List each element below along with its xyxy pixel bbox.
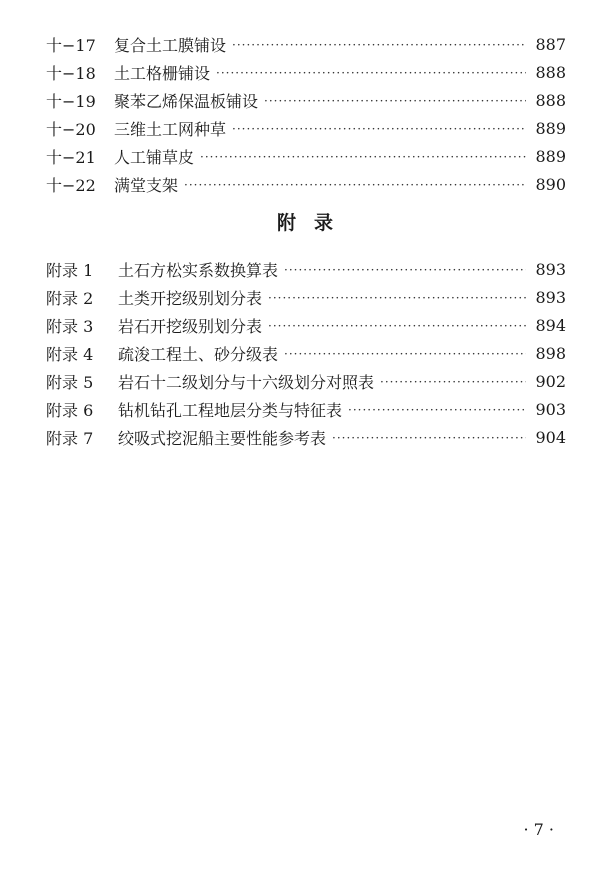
entry-page: 894 xyxy=(535,315,566,335)
entry-number: 附录 5 xyxy=(46,372,94,392)
entry-number: 十−21 xyxy=(46,147,96,167)
entry-title: 绞吸式挖泥船主要性能参考表 xyxy=(118,428,327,448)
entry-page: 889 xyxy=(535,146,566,166)
dot-leader xyxy=(348,401,526,421)
dot-leader xyxy=(184,176,526,196)
entry-number: 十−19 xyxy=(46,91,96,111)
entry-title: 岩石开挖级别划分表 xyxy=(118,316,263,336)
entry-page: 890 xyxy=(535,174,566,194)
toc-entry xyxy=(46,367,566,395)
toc-entry xyxy=(46,170,566,198)
entry-number: 十−17 xyxy=(46,35,96,55)
entry-page: 893 xyxy=(535,259,566,279)
entry-title: 满堂支架 xyxy=(114,175,179,195)
dot-leader xyxy=(332,429,526,449)
entry-title: 钻机钻孔工程地层分类与特征表 xyxy=(118,400,343,420)
entry-page: 893 xyxy=(535,287,566,307)
entry-page: 902 xyxy=(535,371,566,391)
dot-leader xyxy=(380,373,526,393)
dot-leader xyxy=(268,289,526,309)
dot-leader xyxy=(200,148,526,168)
dot-leader xyxy=(264,92,526,112)
entry-title: 复合土工膜铺设 xyxy=(114,35,227,55)
entry-title: 土工格栅铺设 xyxy=(114,63,211,83)
appendix-heading: 附录 xyxy=(276,212,351,234)
entry-page: 888 xyxy=(535,90,566,110)
entry-title: 土石方松实系数换算表 xyxy=(118,260,279,280)
toc-entry xyxy=(46,30,566,58)
entry-page: 904 xyxy=(535,427,566,447)
toc-entry xyxy=(46,142,566,170)
toc-entry xyxy=(46,86,566,114)
entry-page: 903 xyxy=(535,399,566,419)
entry-number: 十−20 xyxy=(46,119,96,139)
entry-number: 附录 4 xyxy=(46,344,94,364)
entry-page: 887 xyxy=(535,34,566,54)
entry-number: 附录 2 xyxy=(46,288,94,308)
toc-entry xyxy=(46,311,566,339)
toc-entry xyxy=(46,255,566,283)
entry-title: 聚苯乙烯保温板铺设 xyxy=(114,91,259,111)
toc-entry xyxy=(46,339,566,367)
entry-title: 人工铺草皮 xyxy=(114,147,195,167)
entry-number: 附录 1 xyxy=(46,260,94,280)
entry-page: 889 xyxy=(535,118,566,138)
toc-entry xyxy=(46,114,566,142)
toc-entry xyxy=(46,283,566,311)
toc-entry xyxy=(46,58,566,86)
entry-title: 三维土工网种草 xyxy=(114,119,227,139)
dot-leader xyxy=(268,317,526,337)
dot-leader xyxy=(232,36,526,56)
entry-page: 888 xyxy=(535,62,566,82)
entry-title: 岩石十二级划分与十六级划分对照表 xyxy=(118,372,375,392)
entry-number: 十−22 xyxy=(46,175,96,195)
dot-leader xyxy=(232,120,526,140)
entry-number: 附录 6 xyxy=(46,400,94,420)
entry-number: 十−18 xyxy=(46,63,96,83)
dot-leader xyxy=(284,345,526,365)
dot-leader xyxy=(284,261,526,281)
entry-title: 土类开挖级别划分表 xyxy=(118,288,263,308)
entry-number: 附录 3 xyxy=(46,316,94,336)
dot-leader xyxy=(216,64,526,84)
entry-title: 疏浚工程土、砂分级表 xyxy=(118,344,279,364)
entry-number: 附录 7 xyxy=(46,428,94,448)
entry-page: 898 xyxy=(535,343,566,363)
toc-entry xyxy=(46,395,566,423)
page-number: · 7 · xyxy=(523,820,554,839)
toc-entry xyxy=(46,423,566,451)
